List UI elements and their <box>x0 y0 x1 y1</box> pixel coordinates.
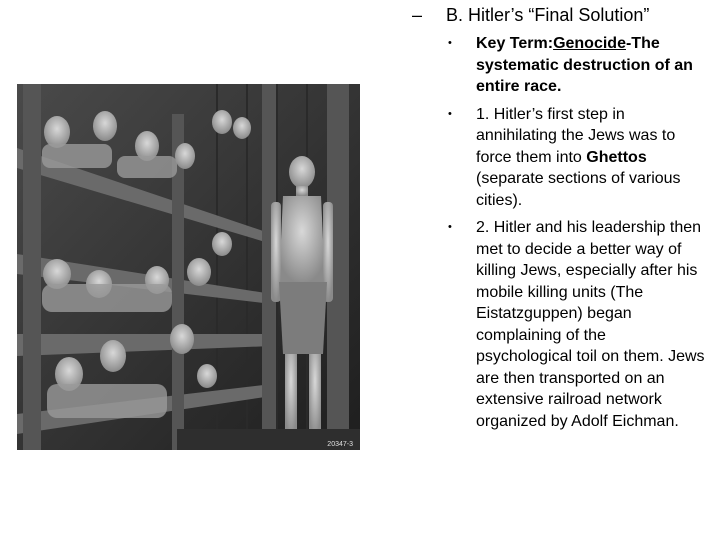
bullet-dot: • <box>448 221 452 233</box>
key-term-definition: -The systematic destruction of an entire race. <box>476 35 693 95</box>
bullet-dot: • <box>448 37 452 49</box>
key-term-label: Key Term: <box>476 35 554 52</box>
slide-heading: B. Hitler’s “Final Solution” <box>446 5 650 25</box>
bullet-text: 2. Hitler and his leadership then met to decide a better way of killing Jews, especially after his mobile killing units (The Eistatzguppen) began complaining of the psychological toil on them. Jews are then transported on an extensive railroad network organized by Adolf Eichman. <box>476 219 705 430</box>
bullet-text-end: (separate sections of various cities). <box>476 170 681 209</box>
heading-dash: – <box>412 5 423 25</box>
bullet-list <box>446 33 706 438</box>
bullet-text: 1. Hitler’s first step in annihilating the Jews was to force them into <box>476 105 676 166</box>
historical-photo <box>17 84 360 450</box>
bullet-bold-term: Ghettos <box>586 148 647 166</box>
photo-caption: 20347-3 <box>327 441 353 448</box>
bullet-dot: • <box>448 107 452 120</box>
bullet-ghettos <box>446 104 706 212</box>
bullet-final-solution <box>446 217 706 432</box>
key-term: Genocide <box>553 35 626 52</box>
bullet-key-term <box>446 33 706 98</box>
